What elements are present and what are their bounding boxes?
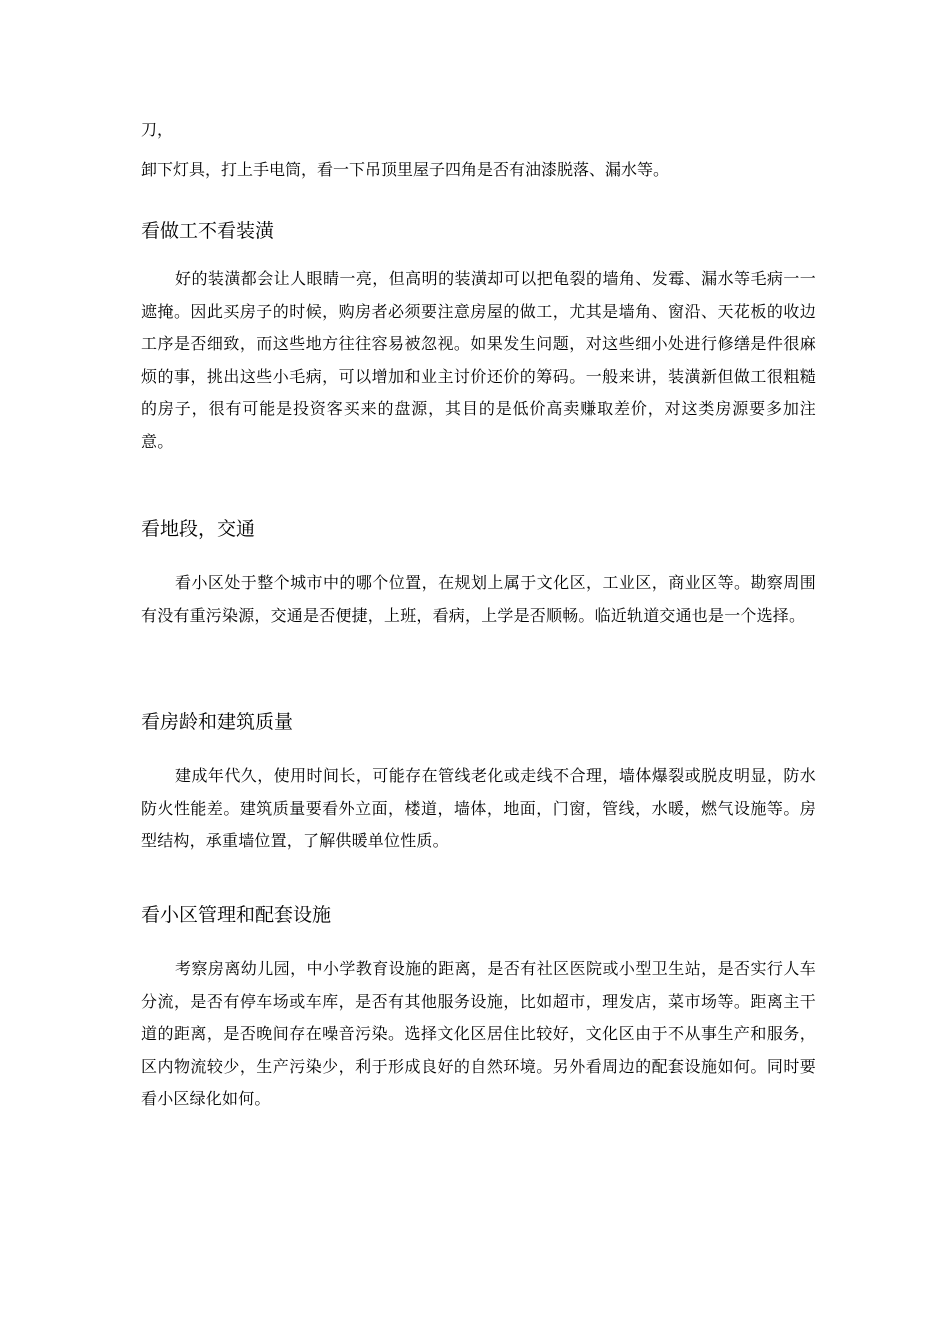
section-body-building-age: 建成年代久，使用时间长，可能存在管线老化或走线不合理，墙体爆裂或脱皮明显，防水防火性能差。建筑质量要看外立面，楼道，墙体，地面，门窗，管线，水暖，燃气设施等。房型结构，承重墙位置，了解供暖单位性质。 <box>141 766 816 851</box>
section-heading-workmanship: 看做工不看装潢 <box>141 220 275 242</box>
fragment-line-1: 刀， <box>141 120 174 139</box>
section-body-workmanship: 好的装潢都会让人眼睛一亮，但高明的装潢却可以把龟裂的墙角、发霉、漏水等毛病一一遮掩。因此买房子的时候，购房者必须要注意房屋的做工，尤其是墙角、窗沿、天花板的收边工序是否细致，而这些地方往往容易被忽视。如果发生问题，对这些细小处进行修缮是件很麻烦的事，挑出这些小毛病，可以增加和业主讨价还价的筹码。一般来讲，装潢新但做工很粗糙的房子，很有可能是投资客买来的盘源，其目的是低价高卖赚取差价，对这类房源要多加注意。 <box>141 269 816 451</box>
section-heading-building-age: 看房龄和建筑质量 <box>141 711 294 733</box>
section-heading-location: 看地段，交通 <box>141 518 256 540</box>
section-heading-facilities: 看小区管理和配套设施 <box>141 904 332 926</box>
fragment-line-2: 卸下灯具，打上手电筒，看一下吊顶里屋子四角是否有油漆脱落、漏水等。 <box>141 160 670 179</box>
section-body-location: 看小区处于整个城市中的哪个位置，在规划上属于文化区，工业区，商业区等。勘察周围有没有重污染源，交通是否便捷，上班，看病，上学是否顺畅。临近轨道交通也是一个选择。 <box>141 573 816 625</box>
section-body-facilities: 考察房离幼儿园，中小学教育设施的距离，是否有社区医院或小型卫生站，是否实行人车分流，是否有停车场或车库，是否有其他服务设施，比如超市，理发店，菜市场等。距离主干道的距离，是否晚间存在噪音污染。选择文化区居住比较好，文化区由于不从事生产和服务，区内物流较少，生产污染少，利于形成良好的自然环境。另外看周边的配套设施如何。同时要看小区绿化如何。 <box>141 959 816 1109</box>
